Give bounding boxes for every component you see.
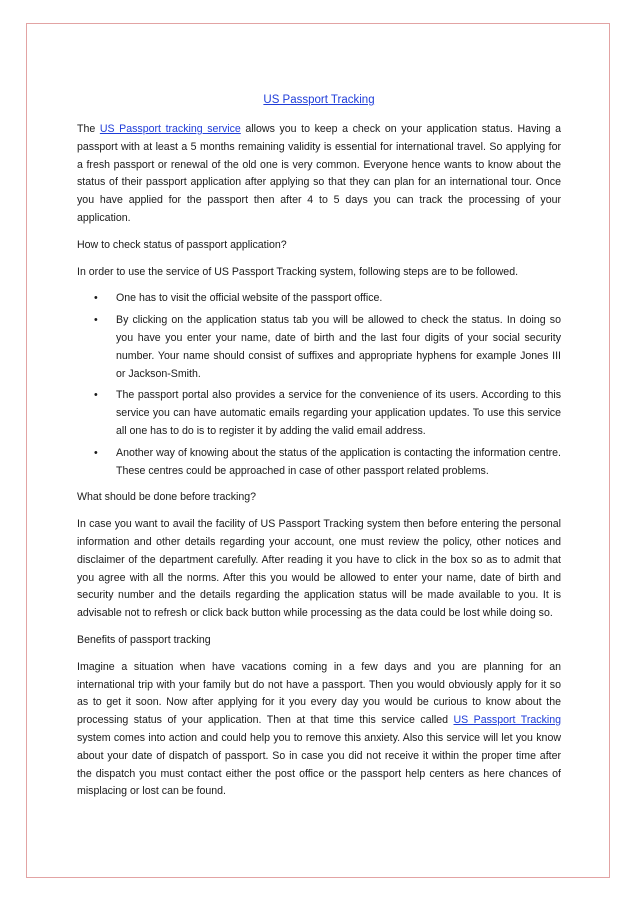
benefits-link[interactable]: US Passport Tracking <box>453 714 562 727</box>
document-body <box>77 91 561 810</box>
steps-intro: In order to use the service of US Passport Tracking system, following steps are to be followed. <box>77 265 519 278</box>
bullet-icon: • <box>94 292 98 305</box>
heading-check-status: How to check status of passport application? <box>77 238 287 251</box>
intro-link[interactable]: US Passport tracking service <box>99 123 241 135</box>
heading-before-tracking: What should be done before tracking? <box>77 491 257 504</box>
heading-benefits: Benefits of passport tracking <box>77 633 211 646</box>
before-tracking-paragraph: In case you want to avail the facility of US Passport Tracking system then before entering the personal information and other details regarding your account, one must review the policy, other notices and disclaimer of the department carefully. After reading it you have to click in the box so as to admit that you agree with all the norms. After this you would be allowed to enter your name, date of birth and security number and the details regarding the application status will be made available to you. It is advisable not to refresh or click back button while processing as the data could be lost while doing so. <box>77 518 561 620</box>
list-item-text: By clicking on the application status tab you will be allowed to check the status. In doing so you have you enter your name, date of birth and the last four digits of your social security number. Your name should consist of suffixes and appropriate hyphens for example Jones III or Jackson-Smith. <box>116 314 561 380</box>
bullet-icon: • <box>94 314 98 327</box>
bullet-icon: • <box>94 446 98 459</box>
list-item-text: The passport portal also provides a service for the convenience of its users. According to this service you can have automatic emails regarding your application updates. To use this service all one has to do is to register it by adding the valid email address. <box>116 389 561 437</box>
intro-text-after: allows you to keep a check on your application status. Having a passport with at least a 5 months remaining validity is essential for international travel. So applying for a fresh passport or renewal of the old one is very common. Everyone hence wants to know about the status of their passport application after applying so that they can plan for an international tour. Once you have applied for the passport then after 4 to 5 days you can track the processing of your application. <box>77 123 561 224</box>
list-item-text: Another way of knowing about the status of the application is contacting the information centre. These centres could be approached in case of other passport related problems. <box>116 446 561 477</box>
bullet-icon: • <box>94 389 98 402</box>
steps-list <box>77 290 561 480</box>
list-item <box>77 387 561 440</box>
list-item <box>77 290 561 308</box>
list-item <box>77 445 561 481</box>
benefits-text-before: Imagine a situation when have vacations coming in a few days and you are planning for an international trip with your family but do not have a passport. Then you would obviously apply for it so as to get it soon. Now after applying for it you every day you would be curious to know about the processing status of your application. Then at that time this service called <box>77 660 561 727</box>
title-link[interactable]: US Passport Tracking <box>263 94 375 106</box>
list-item <box>77 312 561 383</box>
page-title <box>77 91 561 109</box>
benefits-paragraph <box>77 659 561 801</box>
list-item-text: One has to visit the official website of the passport office. <box>116 292 383 305</box>
intro-paragraph <box>77 121 561 228</box>
intro-text-before: The <box>77 123 100 135</box>
benefits-text-after: system comes into action and could help you to remove this anxiety. Also this service will let you know about your date of dispatch of passport. So in case you did not receive it within the proper time after the dispatch you must contact either the post office or the passport help centers as here chances of misplacing or lost can be found. <box>77 731 561 798</box>
